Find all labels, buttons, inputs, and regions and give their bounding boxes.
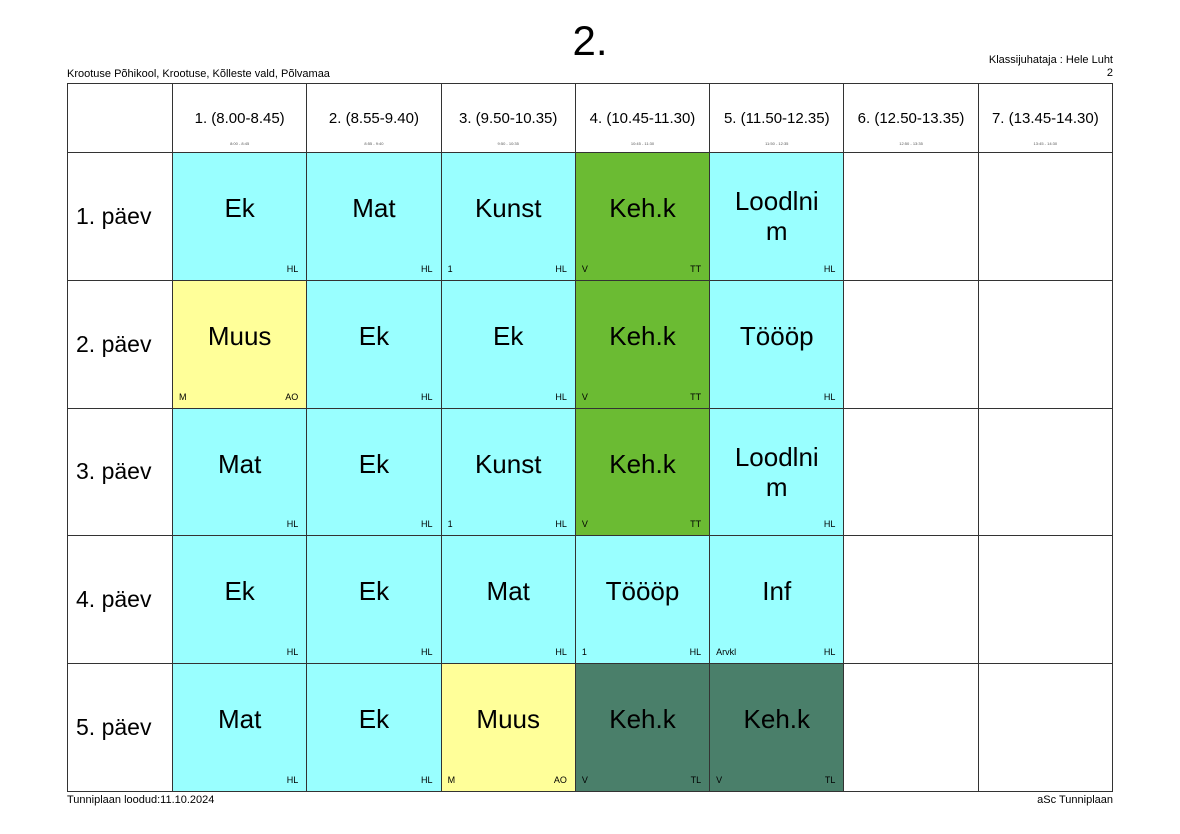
lesson-teacher: HL [421,647,433,658]
period-label: 1. (8.00-8.45) [194,110,285,127]
period-time-small: 10:45 - 11:30 [630,141,655,146]
period-time-small: 11:50 - 12:35 [765,141,789,146]
lesson-subject: Kunst [474,193,542,223]
lesson-subject: Ek [224,193,255,223]
lesson-cell [575,536,709,664]
day-label: 4. päev [68,536,173,664]
lesson-subject: Muus [476,704,540,735]
lesson-cell [307,153,441,281]
lesson-teacher: HL [823,263,836,274]
lesson-subject: Ek [358,448,390,479]
period-time-small: 8:55 - 9:40 [364,141,384,146]
lesson-teacher: TL [690,775,702,785]
period-header [844,84,978,153]
lesson-teacher: HL [286,519,299,530]
lesson-cell [173,280,307,408]
lesson-cell [307,536,441,664]
lesson-subject: Loodlni m [734,186,819,246]
empty-cell [844,536,978,664]
lesson-cell [710,664,844,792]
lesson-cell [710,153,844,281]
period-header [575,84,709,153]
lesson-cell [173,536,307,664]
lesson-subject: Keh.k [743,704,811,735]
empty-cell [844,280,978,408]
day-label: 5. päev [68,664,173,792]
lesson-subject: Töööp [605,576,680,607]
lesson-subject: Keh.k [609,448,676,479]
period-time-small: 9:50 - 10:35 [497,141,519,146]
lesson-teacher: HL [421,775,433,785]
corner-cell [68,84,173,153]
day-label: 2. päev [68,280,173,408]
day-row [68,408,1113,536]
lesson-subject: Loodlni m [734,441,819,502]
period-label: 7. (13.45-14.30) [991,110,1099,127]
lesson-group: V [581,263,588,274]
class-teacher: Klassijuhataja : Hele Luht [988,54,1113,66]
lesson-cell [575,408,709,536]
day-row [68,664,1113,792]
software-credit: aSc Tunniplaan [1037,794,1113,806]
lesson-teacher: TT [690,391,702,402]
lesson-teacher: HL [823,391,836,402]
lesson-group: M [179,391,187,402]
lesson-teacher: HL [555,263,567,274]
period-label: 5. (11.50-12.35) [723,110,830,127]
empty-cell [978,153,1112,281]
lesson-cell [173,153,307,281]
lesson-teacher: TT [690,263,702,274]
lesson-cell [575,664,709,792]
lesson-group: 1 [447,263,453,274]
lesson-teacher: HL [555,519,567,530]
day-row [68,536,1113,664]
day-label: 3. päev [68,408,173,536]
lesson-subject: Keh.k [609,193,676,223]
period-time-small: 12:50 - 13:35 [899,141,923,146]
period-header-row [68,84,1113,153]
lesson-subject: Ek [493,320,524,351]
period-time-small: 13:45 - 14:30 [1033,141,1058,146]
lesson-cell [575,153,709,281]
lesson-teacher: TL [824,775,836,785]
lesson-group: Arvkl [716,647,737,658]
empty-cell [978,408,1112,536]
class-number: 2 [1106,67,1113,79]
created-date: Tunniplaan loodud:11.10.2024 [67,794,215,806]
empty-cell [844,664,978,792]
lesson-cell [441,280,575,408]
lesson-group: 1 [447,519,453,530]
lesson-subject: Ek [358,320,390,351]
lesson-cell [710,280,844,408]
lesson-group: 1 [581,647,587,658]
lesson-cell [307,280,441,408]
lesson-subject: Töööp [739,320,814,351]
lesson-teacher: HL [555,391,567,402]
lesson-teacher: TT [690,519,702,530]
lesson-cell [441,153,575,281]
lesson-group: V [581,775,588,785]
lesson-subject: Keh.k [609,320,676,351]
lesson-teacher: HL [689,647,702,658]
school-name: Krootuse Põhikool, Krootuse, Kõlleste vald, Põlvamaa [67,68,330,80]
empty-cell [844,153,978,281]
page-title: 2. [572,17,608,64]
timetable [67,83,1113,792]
period-header [173,84,307,153]
lesson-subject: Kunst [474,448,542,479]
timetable-body [68,153,1113,792]
lesson-cell [173,408,307,536]
empty-cell [978,536,1112,664]
day-label: 1. päev [68,153,173,281]
period-label: 6. (12.50-13.35) [857,110,965,127]
lesson-teacher: HL [421,391,433,402]
lesson-subject: Ek [358,576,390,607]
teacher-info [989,54,1113,80]
lesson-subject: Mat [217,704,262,735]
lesson-group: V [581,519,588,530]
lesson-cell [710,408,844,536]
lesson-cell [441,408,575,536]
lesson-group: V [581,391,588,402]
empty-cell [844,408,978,536]
lesson-subject: Ek [224,576,255,607]
lesson-teacher: HL [421,519,433,530]
period-label: 3. (9.50-10.35) [459,110,558,127]
lesson-group: M [447,775,456,785]
period-header [441,84,575,153]
lesson-cell [710,536,844,664]
lesson-subject: Inf [762,576,792,607]
period-label: 2. (8.55-9.40) [328,110,419,127]
lesson-teacher: HL [823,519,836,530]
lesson-subject: Ek [358,704,390,735]
lesson-cell [173,664,307,792]
period-header [978,84,1112,153]
day-row [68,153,1113,281]
lesson-cell [575,280,709,408]
lesson-cell [441,536,575,664]
empty-cell [978,664,1112,792]
lesson-teacher: HL [555,647,567,658]
period-time-small: 8:00 - 8:45 [230,141,250,146]
lesson-teacher: HL [286,263,299,274]
empty-cell [978,280,1112,408]
lesson-teacher: AO [553,775,567,785]
lesson-group: V [716,775,723,785]
period-header [307,84,441,153]
lesson-teacher: AO [285,391,299,402]
lesson-cell [307,664,441,792]
period-label: 4. (10.45-11.30) [589,110,696,127]
lesson-subject: Mat [486,576,530,607]
lesson-subject: Muus [207,320,272,351]
period-header [710,84,844,153]
lesson-teacher: HL [286,647,299,658]
lesson-subject: Mat [217,448,262,479]
lesson-cell [441,664,575,792]
day-row [68,280,1113,408]
lesson-teacher: HL [286,775,299,785]
lesson-teacher: HL [823,647,836,658]
lesson-cell [307,408,441,536]
lesson-subject: Mat [352,193,396,223]
lesson-teacher: HL [421,263,433,274]
lesson-subject: Keh.k [609,704,676,735]
